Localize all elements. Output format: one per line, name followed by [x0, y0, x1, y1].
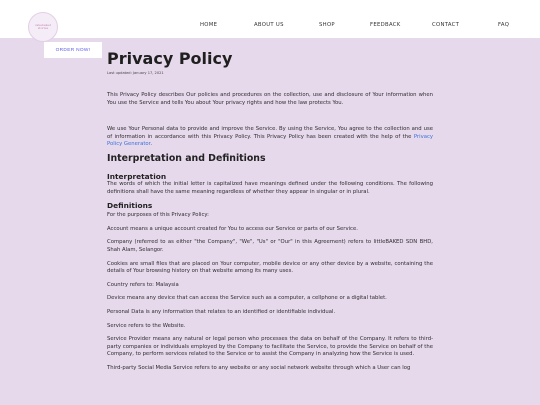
definition-service-provider: Service Provider means any natural or legal person who processes the data on behalf of the Company. It refers to third-party companies or individuals employed by the Company to facilitate the Service, to provide the Service on behalf of the Company, to perform services related to the Service or to assist the Company in analyzing how the Service is used. — [107, 336, 433, 358]
logo-line-2: stories — [37, 26, 49, 30]
use-data-paragraph — [107, 126, 433, 149]
nav-shop[interactable]: SHOP — [319, 22, 335, 28]
privacy-policy-generator-link[interactable]: Privacy Policy Generator — [107, 133, 433, 148]
use-data-period: . — [150, 141, 153, 148]
nav-contact[interactable]: CONTACT — [432, 22, 460, 28]
definition-company: Company (referred to as either "the Company", "We", "Us" or "Our" in this Agreement) refers to littleBAKED SDN BHD, Shah Alam, Selangor. — [107, 239, 433, 253]
logo-text — [30, 24, 56, 31]
order-now-button[interactable]: ORDER NOW! — [44, 42, 102, 58]
definition-service: Service refers to the Website. — [107, 322, 186, 329]
logo[interactable] — [28, 12, 58, 42]
logo-line-1: cakebaked — [34, 22, 52, 27]
definition-cookies: Cookies are small files that are placed on Your computer, mobile device or any other device by a website, containing the details of Your browsing history on that website among its many uses. — [107, 260, 433, 275]
definition-account: Account means a unique account created for You to access our Service or parts of our Service. — [107, 225, 358, 232]
definition-device: Device means any device that can access the Service such as a computer, a cellphone or a digital tablet. — [107, 295, 387, 302]
use-data-text: We use Your Personal data to provide and improve the Service. By using the Service, You agree to the collection and use of information in accordance with this Privacy Policy. This Privacy Policy has been created with the help of the — [107, 126, 433, 140]
last-updated: Last updated: January 17, 2021 — [107, 71, 164, 75]
interpretation-heading: Interpretation — [107, 171, 167, 181]
definition-personal-data: Personal Data is any information that relates to an identified or identifiable individual. — [107, 308, 336, 315]
top-navbar — [0, 0, 540, 38]
nav-feedback[interactable]: FEEDBACK — [370, 22, 401, 28]
privacy-policy-content — [107, 49, 433, 372]
intro-paragraph: This Privacy Policy describes Our policies and procedures on the collection, use and disclosure of Your information when You use the Service and tells You about Your privacy rights and how the law protects You. — [107, 92, 433, 106]
definitions-intro: For the purposes of this Privacy Policy: — [107, 212, 209, 219]
definitions-heading: Definitions — [107, 201, 153, 211]
nav-home[interactable]: HOME — [200, 22, 218, 28]
definition-country: Country refers to: Malaysia — [107, 281, 179, 288]
nav-about-us[interactable]: ABOUT US — [254, 22, 284, 28]
definition-third-party-social-media: Third-party Social Media Service refers to any website or any social network website through which a User can log — [107, 364, 411, 371]
page-title: Privacy Policy — [107, 49, 233, 68]
nav-faq[interactable]: FAQ — [498, 22, 510, 28]
interpretation-definitions-heading: Interpretation and Definitions — [107, 152, 266, 164]
interpretation-text: The words of which the initial letter is capitalized have meanings defined under the following conditions. The following definitions shall have the same meaning regardless of whether they appear in singular or in plural. — [107, 180, 433, 195]
